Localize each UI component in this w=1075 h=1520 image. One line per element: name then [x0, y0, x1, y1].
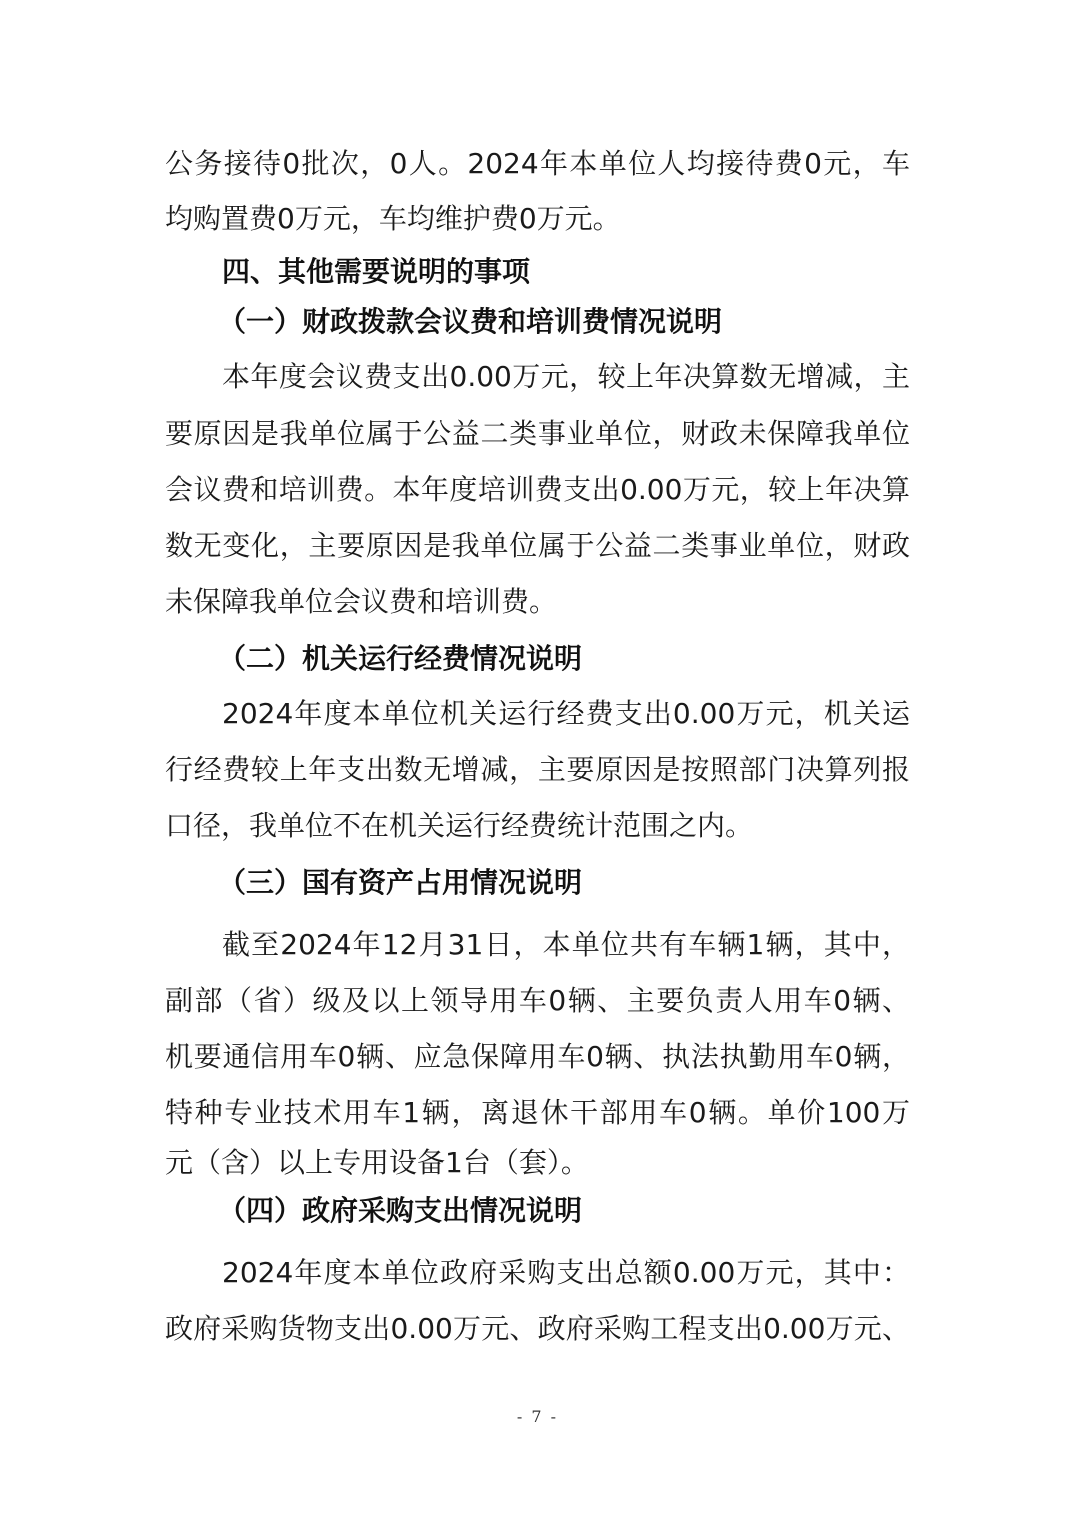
body-line: 截至2024年12月31日，本单位共有车辆1辆，其中， [222, 928, 910, 961]
body-line: 本年度会议费支出0.00万元，较上年决算数无增减，主 [222, 360, 910, 393]
body-line: 公务接待0批次，0人。2024年本单位人均接待费0元，车 [165, 147, 910, 180]
subsection-heading: （三）国有资产占用情况说明 [218, 866, 583, 899]
body-line: 2024年度本单位机关运行经费支出0.00万元，机关运 [222, 697, 910, 730]
body-line: 要原因是我单位属于公益二类事业单位，财政未保障我单位 [165, 417, 910, 450]
body-line: 副部（省）级及以上领导用车0辆、主要负责人用车0辆、 [165, 984, 910, 1017]
body-line: 2024年度本单位政府采购支出总额0.00万元，其中： [222, 1256, 910, 1289]
subsection-heading: （一）财政拨款会议费和培训费情况说明 [218, 305, 723, 338]
body-line: 元（含）以上专用设备1台（套）。 [165, 1146, 589, 1179]
body-line: 数无变化，主要原因是我单位属于公益二类事业单位，财政 [165, 529, 910, 562]
body-line: 会议费和培训费。本年度培训费支出0.00万元，较上年决算 [165, 473, 910, 506]
body-line: 未保障我单位会议费和培训费。 [165, 585, 558, 618]
body-line: 机要通信用车0辆、应急保障用车0辆、执法执勤用车0辆， [165, 1040, 910, 1073]
body-line: 均购置费0万元，车均维护费0万元。 [165, 202, 621, 235]
section-heading: 四、其他需要说明的事项 [222, 255, 531, 288]
page-number: - 7 - [516, 1407, 559, 1426]
subsection-heading: （四）政府采购支出情况说明 [218, 1194, 583, 1227]
body-line: 口径，我单位不在机关运行经费统计范围之内。 [165, 809, 754, 842]
body-line: 政府采购货物支出0.00万元、政府采购工程支出0.00万元、 [165, 1312, 910, 1345]
subsection-heading: （二）机关运行经费情况说明 [218, 642, 583, 675]
body-line: 特种专业技术用车1辆，离退休干部用车0辆。单价100万 [165, 1096, 910, 1129]
body-line: 行经费较上年支出数无增减，主要原因是按照部门决算列报 [165, 753, 910, 786]
